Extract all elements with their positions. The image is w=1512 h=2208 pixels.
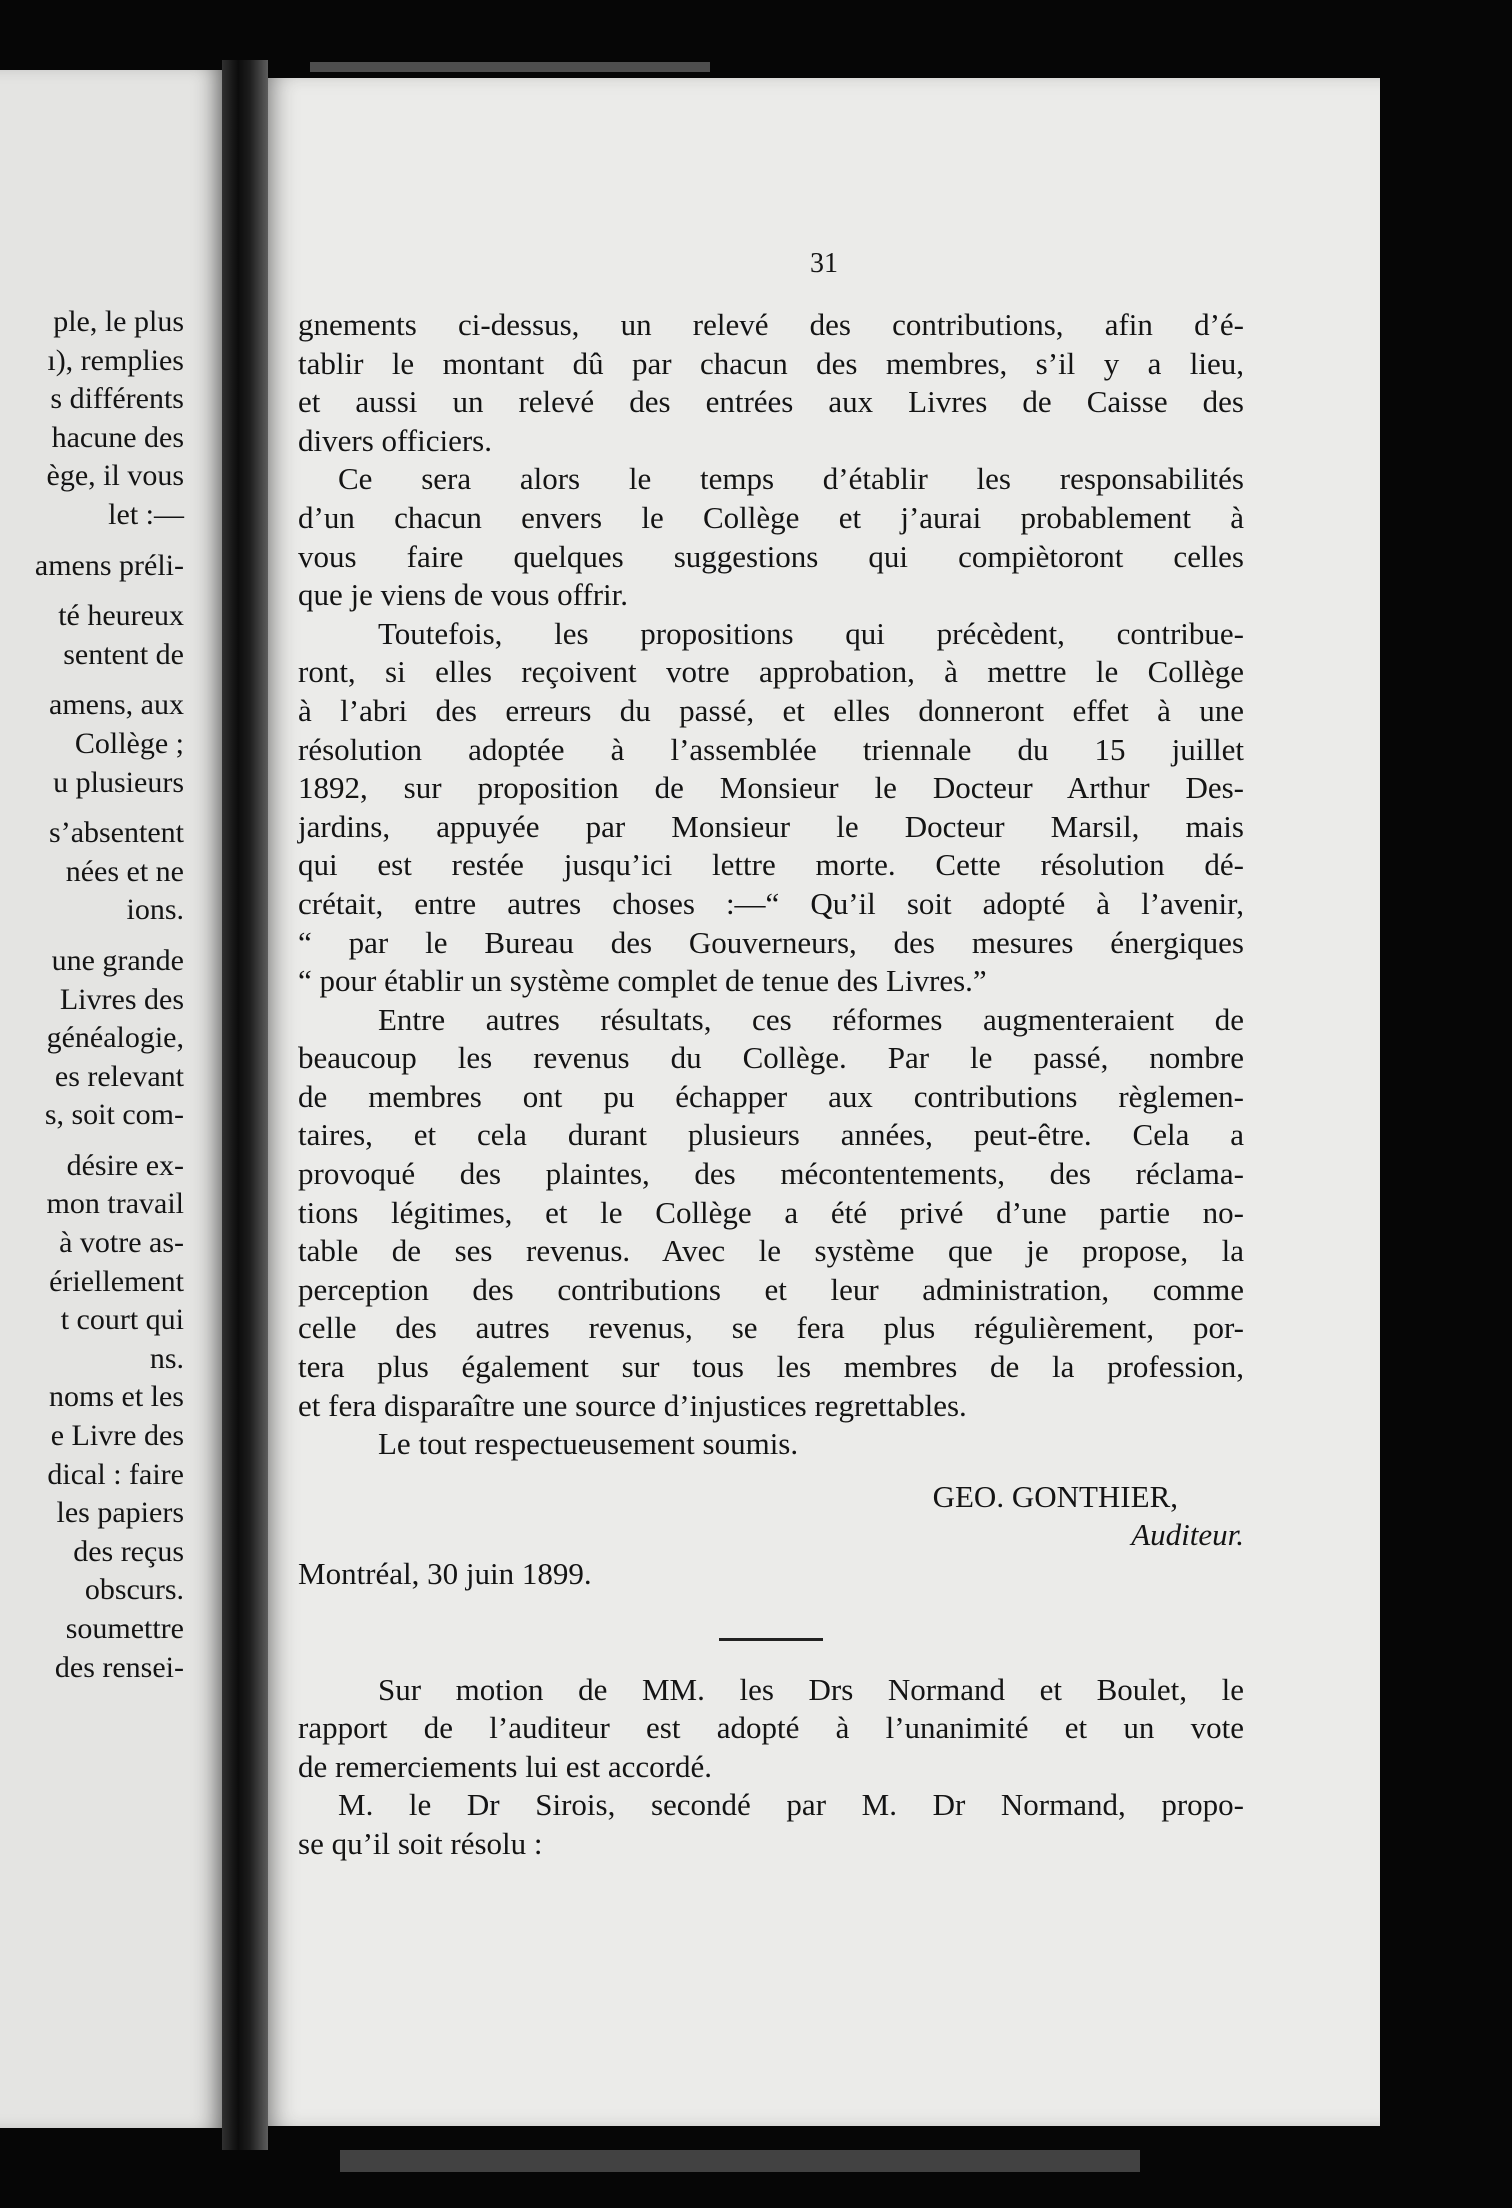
signature-name: GEO. GONTHIER, — [932, 1478, 1178, 1514]
left-page-line: amens, aux — [49, 688, 184, 722]
paragraph-resolution — [298, 1786, 1244, 1863]
scan-edge-top — [310, 62, 710, 72]
left-page-line: ns. — [149, 1341, 184, 1375]
text-line: beaucoup les revenus du Collège. Par le passé, nombre — [298, 1040, 1244, 1076]
text-line: Sur motion de MM. les Drs Normand et Boulet, le — [378, 1671, 1244, 1707]
text-line: “ pour établir un système complet de tenue des Livres.” — [298, 963, 987, 999]
left-page-line: obscurs. — [84, 1573, 184, 1607]
left-page-line: hacune des — [51, 420, 184, 454]
left-page-line: dical : faire — [47, 1457, 184, 1491]
text-line: Ce sera alors le temps d’établir les responsabilités — [338, 461, 1244, 497]
left-page-line: s, soit com- — [44, 1098, 184, 1132]
left-page-line: s’absentent — [49, 816, 184, 850]
left-page-line: une grande — [51, 943, 184, 977]
left-page-line: es relevant — [54, 1059, 184, 1093]
text-line: crétait, entre autres choses :—“ Qu’il soit adopté à l’avenir, — [298, 885, 1244, 921]
left-page-line: des rensei- — [54, 1650, 184, 1684]
left-page-line — [0, 1135, 184, 1147]
text-line: d’un chacun envers le Collège et j’aurai probablement à — [298, 499, 1244, 535]
left-page-line: les papiers — [56, 1496, 184, 1530]
left-page-line: u plusieurs — [53, 765, 184, 799]
left-facing-page — [0, 70, 222, 2128]
left-page-line: sentent de — [63, 637, 184, 671]
text-line: et aussi un relevé des entrées aux Livres de Caisse des — [298, 384, 1244, 420]
left-page-line: ège, il vous — [46, 459, 184, 493]
left-page-line: Livres des — [59, 982, 184, 1016]
paragraph-motion — [298, 1671, 1244, 1787]
left-page-line — [0, 674, 184, 686]
left-page-line: ions. — [126, 893, 184, 927]
left-page-line: ple, le plus — [53, 305, 184, 338]
left-page-line: soumettre — [65, 1612, 184, 1645]
left-page-line: noms et les — [49, 1380, 184, 1414]
left-page-line: généalogie, — [46, 1021, 184, 1055]
left-page-line: Collège ; — [74, 726, 184, 760]
left-page-line: mon travail — [46, 1187, 184, 1221]
closing-line: Le tout respectueusement soumis. — [378, 1426, 799, 1462]
text-line: gnements ci-dessus, un relevé des contributions, afin d’é- — [298, 307, 1244, 342]
left-page-line: té heureux — [58, 599, 184, 633]
text-line: “ par le Bureau des Gouverneurs, des mesures énergiques — [298, 924, 1244, 960]
left-page-line — [0, 802, 184, 814]
text-line: qui est restée jusqu’ici lettre morte. Cette résolution dé- — [298, 847, 1244, 883]
left-page-line: ériellement — [49, 1264, 184, 1298]
text-line: jardins, appuyée par Monsieur le Docteur Marsil, mais — [298, 808, 1244, 844]
text-line: tablir le montant dû par chacun des membres, s’il y a lieu, — [298, 345, 1244, 381]
left-page-line: t court qui — [60, 1303, 184, 1337]
left-page-line: s différents — [50, 382, 184, 416]
text-line: tions légitimes, et le Collège a été privé d’une partie no- — [298, 1194, 1244, 1230]
left-page-line: des reçus — [73, 1534, 184, 1568]
text-line: à l’abri des erreurs du passé, et elles donneront effet à une — [298, 692, 1244, 728]
scan-edge-bottom — [340, 2150, 1140, 2172]
text-line: divers officiers. — [298, 422, 492, 458]
text-line: table de ses revenus. Avec le système que je propose, la — [298, 1233, 1244, 1269]
text-line: Toutefois, les propositions qui précèdent, contribue- — [378, 615, 1244, 651]
text-line: vous faire quelques suggestions qui compiètoront celles — [298, 538, 1244, 574]
left-page-line: désire ex- — [66, 1148, 184, 1182]
left-page-line — [0, 930, 184, 942]
paragraph-responsibilities — [298, 460, 1244, 614]
text-line: résolution adoptée à l’assemblée triennale du 15 juillet — [298, 731, 1244, 767]
text-line: 1892, sur proposition de Monsieur le Docteur Arthur Des- — [298, 770, 1244, 806]
text-line: se qu’il soit résolu : — [298, 1825, 543, 1861]
text-line: provoqué des plaintes, des mécontentements, des réclama- — [298, 1156, 1244, 1192]
left-page-line: e Livre des — [50, 1419, 184, 1453]
text-line: tera plus également sur tous les membres de la profession, — [298, 1349, 1244, 1385]
left-page-line: ı), remplies — [47, 343, 184, 377]
paragraph-results — [298, 1001, 1244, 1426]
left-page-line — [0, 535, 184, 547]
left-page-line: nées et ne — [65, 854, 184, 888]
right-page — [268, 78, 1380, 2126]
text-line: que je viens de vous offrir. — [298, 577, 629, 613]
place-date: Montréal, 30 juin 1899. — [298, 1556, 592, 1591]
text-line: rapport de l’auditeur est adopté à l’unanimité et un vote — [298, 1710, 1244, 1746]
section-rule — [719, 1638, 823, 1641]
left-page-line: amens préli- — [34, 548, 184, 582]
paragraph-continuation — [298, 306, 1244, 460]
left-page-line: let :— — [108, 497, 184, 531]
text-line: M. le Dr Sirois, secondé par M. Dr Normand, propo- — [338, 1787, 1244, 1823]
page-number: 31 — [810, 248, 838, 279]
text-line: ront, si elles reçoivent votre approbation, à mettre le Collège — [298, 654, 1244, 690]
left-page-text — [0, 303, 184, 1687]
text-line: et fera disparaître une source d’injustices regrettables. — [298, 1387, 967, 1423]
page-body — [298, 306, 1244, 1864]
text-line: perception des contributions et leur administration, comme — [298, 1271, 1244, 1307]
paragraph-propositions — [298, 615, 1244, 1001]
text-line: Entre autres résultats, ces réformes augmenteraient de — [378, 1001, 1244, 1037]
text-line: de remerciements lui est accordé. — [298, 1748, 712, 1784]
left-page-line — [0, 585, 184, 597]
signature-title: Auditeur. — [1131, 1517, 1244, 1553]
text-line: de membres ont pu échapper aux contributions règlemen- — [298, 1078, 1244, 1114]
text-line: celle des autres revenus, se fera plus régulièrement, por- — [298, 1310, 1244, 1346]
text-line: taires, et cela durant plusieurs années, peut-être. Cela a — [298, 1117, 1244, 1153]
left-page-line: à votre as- — [59, 1226, 184, 1260]
book-gutter — [222, 60, 268, 2150]
